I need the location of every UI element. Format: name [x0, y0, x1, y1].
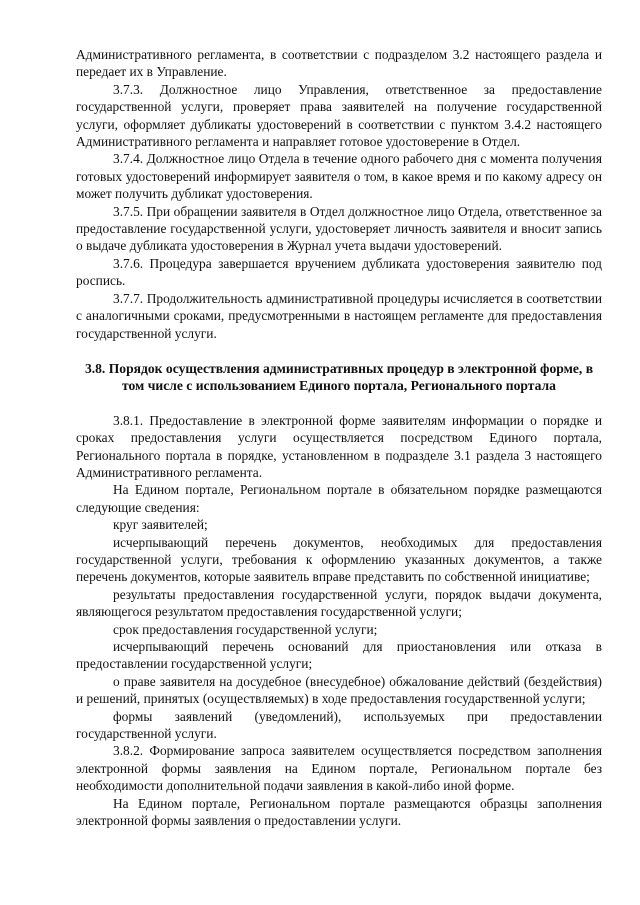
spacer	[76, 395, 602, 412]
list-item-forms: формы заявлений (уведомлений), используемых при предоставлении государственной услуги.	[76, 708, 602, 742]
list-item-applicants: круг заявителей;	[113, 517, 208, 533]
paragraph-3-7-4: 3.7.4. Должностное лицо Отдела в течение одного рабочего дня с момента получения готовых удостоверений информирует заявителя о том, в какое время и по какому адресу он может получить дубликат удостоверения.	[76, 151, 602, 202]
section-heading-3-8	[76, 360, 602, 395]
list-item-grounds: исчерпывающий перечень оснований для приостановления или отказа в предоставлении государственной услуги;	[76, 639, 602, 672]
list-item-appeal: о праве заявителя на досудебное (внесудебное) обжалование действий (бездействия) и решений, принятых (осуществляемых) в ходе предоставления государственной услуги;	[76, 673, 602, 707]
paragraph-samples: На Едином портале, Региональном портале размещаются образцы заполнения электронной формы заявления о предоставлении услуги.	[76, 795, 602, 829]
paragraph-portal-info: На Едином портале, Региональном портале в обязательном порядке размещаются следующие сведения:	[76, 482, 602, 515]
list-item-term: срок предоставления государственной услуги;	[113, 621, 378, 637]
paragraph-3-8-2: 3.8.2. Формирование запроса заявителем осуществляется посредством заполнения электронной формы заявления на Едином портале, Региональном портале без необходимости дополнительной подачи заявления в какой-либо иной форме.	[76, 743, 602, 794]
section-heading-line-2: том числе с использованием Единого портала, Регионального портала	[122, 378, 556, 394]
paragraph-3-7-3: 3.7.3. Должностное лицо Управления, ответственное за предоставление государственной услуги, проверяет права заявителей на получение государственной услуги, оформляет дубликаты удостоверений в соответствии с пунктом 3.4.2 настоящего Административного регламента и направляет готовое удостоверение в Отдел.	[76, 81, 602, 150]
paragraph-3-7-5: 3.7.5. При обращении заявителя в Отдел должностное лицо Отдела, ответственное за предоставление государственной услуги, удостоверяет личность заявителя и вносит запись о выдаче дубликата удостоверения в Журнал учета выдачи удостоверений.	[76, 203, 602, 254]
section-heading-line-1: 3.8. Порядок осуществления административных процедур в электронной форме, в	[84, 360, 594, 376]
paragraph-3-7-6: 3.7.6. Процедура завершается вручением дубликата удостоверения заявителю под роспись.	[76, 255, 602, 289]
paragraph-3-8-1: 3.8.1. Предоставление в электронной форме заявителям информации о порядке и сроках предоставления услуги осуществляется посредством Единого портала, Регионального портала в порядке, установленном в подразделе 3.1 раздела 3 настоящего Административного регламента.	[76, 412, 602, 480]
spacer	[76, 342, 602, 360]
paragraph-continuation: Административного регламента, в соответствии с подразделом 3.2 настоящего раздела и передает их в Управление.	[76, 47, 602, 80]
list-item-results: результаты предоставления государственной услуги, порядок выдачи документа, являющегося результатом предоставления государственной услуги;	[76, 586, 602, 620]
list-item-documents: исчерпывающий перечень документов, необходимых для предоставления государственной услуги, требования к оформлению указанных документов, а также перечень документов, которые заявитель вправе представить по собственной инициативе;	[76, 534, 602, 585]
paragraph-3-7-7: 3.7.7. Продолжительность административной процедуры исчисляется в соответствии с аналогичными сроками, предусмотренными в настоящем регламенте для предоставления государственной услуги.	[76, 290, 602, 341]
